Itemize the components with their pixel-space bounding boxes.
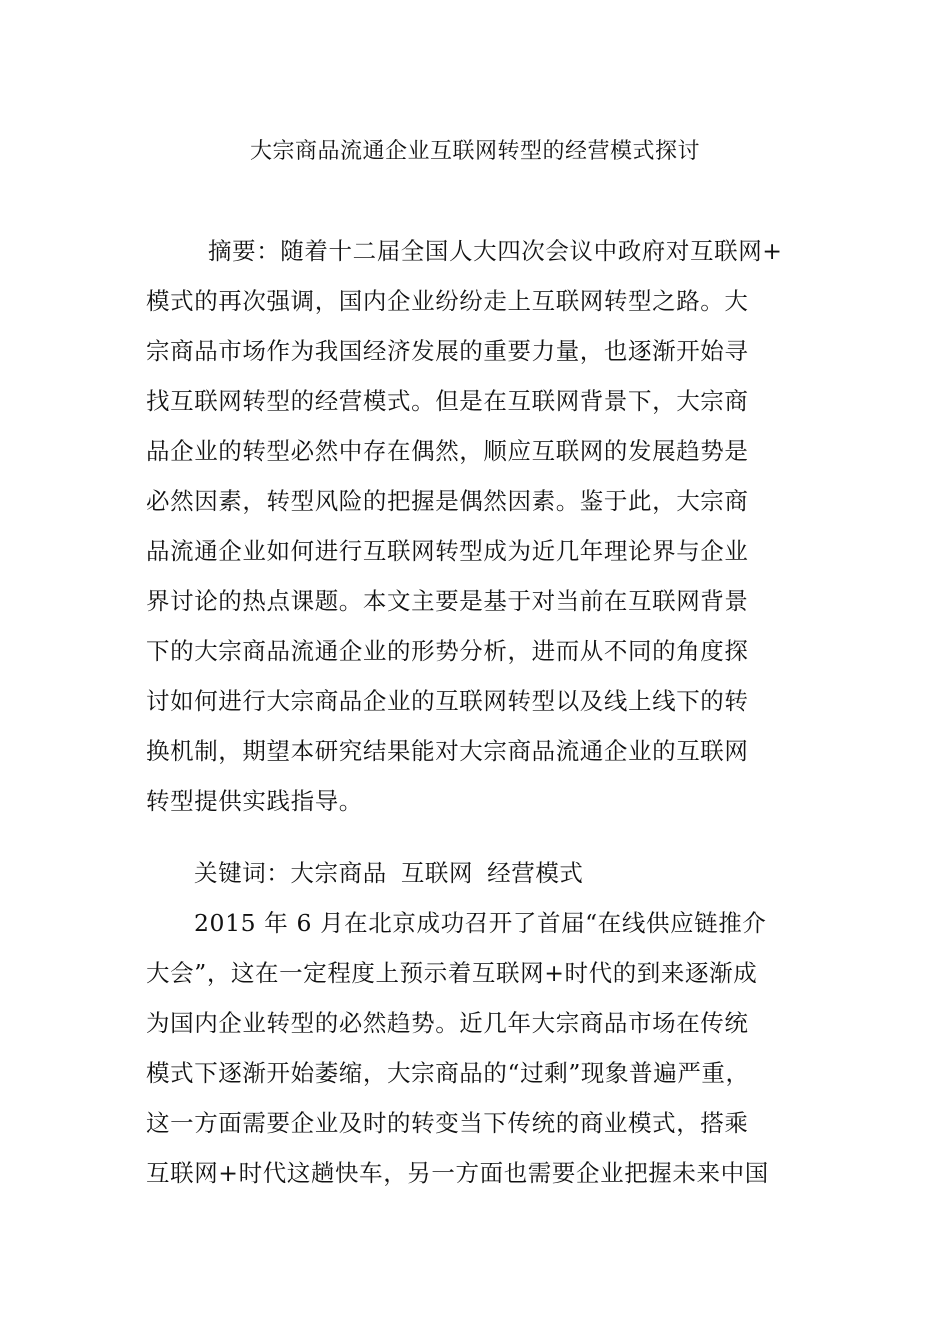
keyword: 大宗商品 <box>290 859 387 887</box>
keywords-line <box>146 848 806 898</box>
keywords-label: 关键词： <box>194 859 291 887</box>
abstract-line: 品流通企业如何进行互联网转型成为近几年理论界与企业 <box>146 537 749 565</box>
intro-line: 互联网+时代这趟快车，另一方面也需要企业把握未来中国 <box>146 1159 769 1187</box>
abstract-line: 品企业的转型必然中存在偶然，顺应互联网的发展趋势是 <box>146 437 749 465</box>
intro-line: 为国内企业转型的必然趋势。近几年大宗商品市场在传统 <box>146 1009 749 1037</box>
intro-line: 这一方面需要企业及时的转变当下传统的商业模式，搭乘 <box>146 1109 749 1137</box>
keyword: 经营模式 <box>487 859 584 887</box>
abstract-line: 换机制，期望本研究结果能对大宗商品流通企业的互联网 <box>146 737 749 765</box>
intro-paragraph <box>146 898 806 1198</box>
abstract-line: 宗商品市场作为我国经济发展的重要力量，也逐渐开始寻 <box>146 337 749 365</box>
document-title: 大宗商品流通企业互联网转型的经营模式探讨 <box>249 139 700 164</box>
abstract-line: 界讨论的热点课题。本文主要是基于对当前在互联网背景 <box>146 587 749 615</box>
keywords-row <box>146 848 806 898</box>
intro-line: 大会”，这在一定程度上预示着互联网+时代的到来逐渐成 <box>146 959 758 987</box>
abstract-line: 讨如何进行大宗商品企业的互联网转型以及线上线下的转 <box>146 687 749 715</box>
abstract-paragraph <box>146 226 806 826</box>
abstract-line: 转型提供实践指导。 <box>146 787 363 815</box>
abstract-line: 找互联网转型的经营模式。但是在互联网背景下，大宗商 <box>146 387 749 415</box>
abstract-line: 摘要：随着十二届全国人大四次会议中政府对互联网+ <box>208 237 783 265</box>
keyword: 互联网 <box>400 859 474 887</box>
intro-line: 模式下逐渐开始萎缩，大宗商品的“过剩”现象普遍严重， <box>146 1059 750 1087</box>
abstract-line: 模式的再次强调，国内企业纷纷走上互联网转型之路。大 <box>146 287 749 315</box>
intro-line: 2015 年 6 月在北京成功召开了首届“在线供应链推介 <box>194 909 767 937</box>
abstract-line: 下的大宗商品流通企业的形势分析，进而从不同的角度探 <box>146 637 749 665</box>
abstract-line: 必然因素，转型风险的把握是偶然因素。鉴于此，大宗商 <box>146 487 749 515</box>
